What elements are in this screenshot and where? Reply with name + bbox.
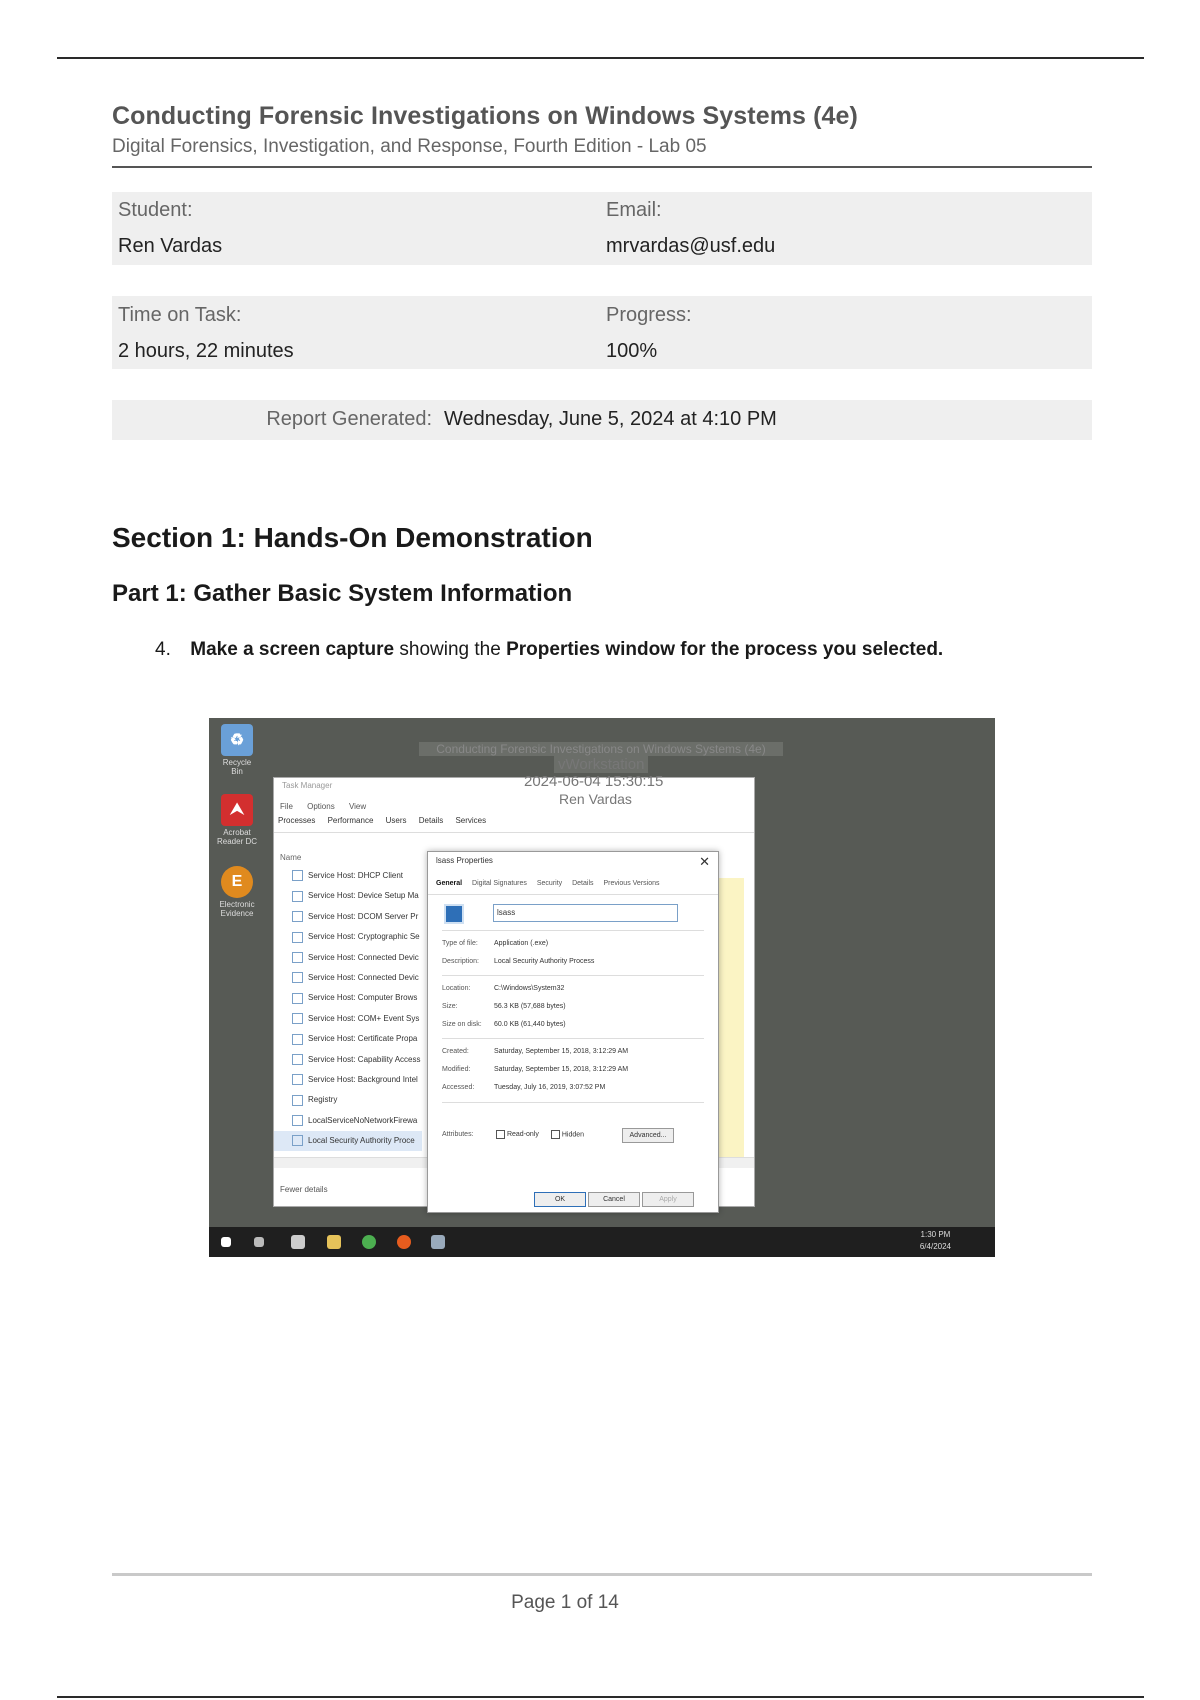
process-row[interactable] xyxy=(274,1009,422,1029)
time-on-task-label: Time on Task: xyxy=(118,304,242,326)
created-label: Created: xyxy=(442,1048,469,1055)
watermark-title: Conducting Forensic Investigations on Windows Systems (4e) xyxy=(419,742,783,756)
menu-file[interactable]: File xyxy=(280,802,293,811)
process-name: Service Host: Capability Access xyxy=(308,1054,421,1064)
accessed-row xyxy=(442,1084,605,1091)
size-on-disk-row xyxy=(442,1021,566,1028)
process-icon xyxy=(292,1135,303,1146)
process-name: Service Host: COM+ Event Sys xyxy=(308,1013,420,1023)
process-name: LocalServiceNoNetworkFirewa xyxy=(308,1115,418,1125)
process-row[interactable] xyxy=(274,866,422,886)
description-value: Local Security Authority Process xyxy=(494,958,595,965)
attributes-row xyxy=(442,1130,584,1139)
process-icon xyxy=(292,932,303,943)
tab-details[interactable]: Details xyxy=(418,816,444,825)
tab-details[interactable]: Details xyxy=(572,880,594,887)
process-name: Service Host: Background Intel xyxy=(308,1074,418,1084)
modified-row xyxy=(442,1066,628,1073)
accessed-value: Tuesday, July 16, 2019, 3:07:52 PM xyxy=(494,1084,606,1091)
recycle-bin-icon: ♻ xyxy=(221,724,253,756)
student-info-box xyxy=(112,192,1092,265)
location-label: Location: xyxy=(442,985,471,992)
step-instruction xyxy=(155,639,943,661)
desktop-icon-label: Electronic Evidence xyxy=(219,900,255,918)
progress-label: Progress: xyxy=(606,304,692,326)
chrome-icon[interactable] xyxy=(362,1235,376,1249)
process-row[interactable] xyxy=(274,1029,422,1049)
modified-value: Saturday, September 15, 2018, 3:12:29 AM xyxy=(494,1066,629,1073)
process-name: Service Host: DHCP Client xyxy=(308,871,403,880)
process-icon xyxy=(292,1074,303,1085)
process-name: Service Host: Device Setup Ma xyxy=(308,891,419,901)
name-column-header[interactable]: Name xyxy=(280,853,302,862)
advanced-button[interactable]: Advanced... xyxy=(622,1128,674,1143)
properties-dialog xyxy=(427,851,719,1213)
process-icon xyxy=(292,1034,303,1045)
application-icon xyxy=(444,904,464,924)
process-name: Service Host: Computer Brows xyxy=(308,993,418,1003)
desktop-icon-label: Recycle Bin xyxy=(222,758,252,776)
time-on-task-value: 2 hours, 22 minutes xyxy=(118,340,294,362)
email-column xyxy=(606,199,775,258)
type-value: Application (.exe) xyxy=(494,940,549,947)
type-label: Type of file: xyxy=(442,940,478,947)
divider xyxy=(442,930,704,931)
divider xyxy=(442,975,704,976)
process-name: Service Host: Connected Devic xyxy=(308,952,419,962)
created-value: Saturday, September 15, 2018, 3:12:29 AM xyxy=(494,1048,629,1055)
student-column xyxy=(118,199,222,258)
tab-processes[interactable]: Processes xyxy=(278,816,316,825)
process-name: Local Security Authority Proce xyxy=(308,1136,415,1146)
screen-capture xyxy=(209,718,995,1257)
process-icon xyxy=(292,952,303,963)
process-row[interactable] xyxy=(274,927,422,947)
step-number: 4. xyxy=(155,639,171,660)
process-name: Service Host: Connected Devic xyxy=(308,972,419,982)
task-manager-title: Task Manager xyxy=(282,781,333,790)
desktop-icon-evidence[interactable] xyxy=(217,866,257,918)
document-subtitle: Digital Forensics, Investigation, and Response, Fourth Edition - Lab 05 xyxy=(112,136,707,157)
file-name-field[interactable]: lsass xyxy=(493,904,678,922)
watermark-user: Ren Vardas xyxy=(559,791,632,807)
menu-view[interactable]: View xyxy=(348,802,367,811)
cancel-button[interactable]: Cancel xyxy=(588,1192,640,1207)
progress-value: 100% xyxy=(606,340,658,362)
email-label: Email: xyxy=(606,199,662,221)
accessed-label: Accessed: xyxy=(442,1084,475,1091)
process-row[interactable] xyxy=(274,1050,422,1070)
size-on-disk-value: 60.0 KB (61,440 bytes) xyxy=(494,1021,566,1028)
progress-column xyxy=(606,304,692,363)
size-row xyxy=(442,1003,566,1010)
process-icon xyxy=(292,1013,303,1024)
hidden-label: Hidden xyxy=(561,1131,585,1139)
taskbar-clock[interactable] xyxy=(920,1229,951,1253)
location-value: C:\Windows\System32 xyxy=(494,985,565,992)
step-bold-2: Properties window for the process you selected. xyxy=(506,639,944,660)
readonly-checkbox[interactable] xyxy=(496,1130,505,1139)
task-info-box xyxy=(112,296,1092,369)
acrobat-icon: ⮝ xyxy=(221,794,253,826)
bottom-rule xyxy=(57,1696,1144,1698)
student-value: Ren Vardas xyxy=(118,235,223,257)
description-label: Description: xyxy=(442,958,479,965)
taskbar xyxy=(209,1227,995,1257)
document-title: Conducting Forensic Investigations on Windows Systems (4e) xyxy=(112,102,858,130)
process-row[interactable] xyxy=(274,968,422,988)
close-icon[interactable]: ✕ xyxy=(699,854,710,869)
process-icon xyxy=(292,972,303,983)
hidden-checkbox[interactable] xyxy=(551,1130,560,1139)
task-manager-tabs xyxy=(274,816,754,833)
start-icon[interactable] xyxy=(221,1237,231,1247)
desktop-icon-label: Acrobat Reader DC xyxy=(217,828,258,846)
title-rule xyxy=(112,166,1092,168)
size-label: Size: xyxy=(442,1003,458,1010)
time-column xyxy=(118,304,294,363)
process-name: Service Host: DCOM Server Pr xyxy=(308,911,419,921)
process-row[interactable] xyxy=(274,948,422,968)
top-rule xyxy=(57,57,1144,59)
tab-services[interactable]: Services xyxy=(455,816,487,825)
taskbar-time: 1:30 PM xyxy=(920,1230,951,1239)
task-view-icon[interactable] xyxy=(254,1237,264,1247)
tab-users[interactable]: Users xyxy=(385,816,407,825)
divider xyxy=(442,1038,704,1039)
fewer-details-link[interactable]: Fewer details xyxy=(280,1185,328,1194)
taskbar-date: 6/4/2024 xyxy=(919,1242,951,1251)
process-name: Service Host: Cryptographic Se xyxy=(308,932,420,942)
page-number: Page 1 of 14 xyxy=(511,1592,619,1613)
apply-button[interactable]: Apply xyxy=(642,1192,694,1207)
task-manager-taskbar-icon[interactable] xyxy=(431,1235,445,1249)
tab-security[interactable]: Security xyxy=(536,880,563,887)
evidence-icon: E xyxy=(221,866,253,898)
properties-tabs xyxy=(428,878,718,895)
report-generated-box xyxy=(112,400,1092,440)
type-row xyxy=(442,940,548,947)
attributes-label: Attributes: xyxy=(442,1131,474,1139)
process-icon xyxy=(292,993,303,1004)
desktop-icon-recycle-bin[interactable] xyxy=(217,724,257,776)
desktop-icon-acrobat[interactable] xyxy=(217,794,257,846)
step-bold-1: Make a screen capture xyxy=(190,639,395,660)
process-row[interactable] xyxy=(274,1090,422,1110)
process-row[interactable] xyxy=(274,886,422,906)
process-icon xyxy=(292,1095,303,1106)
footer-rule xyxy=(112,1573,1092,1576)
watermark-host: vWorkstation xyxy=(554,756,648,773)
window-icon[interactable] xyxy=(291,1235,305,1249)
process-icon xyxy=(292,870,303,881)
process-row[interactable] xyxy=(274,1111,422,1131)
ok-button[interactable]: OK xyxy=(534,1192,586,1207)
firefox-icon[interactable] xyxy=(397,1235,411,1249)
report-generated-value: Wednesday, June 5, 2024 at 4:10 PM xyxy=(444,408,777,430)
readonly-label: Read-only xyxy=(506,1131,539,1139)
watermark-timestamp: 2024-06-04 15:30:15 xyxy=(524,773,664,790)
modified-label: Modified: xyxy=(442,1066,471,1073)
menu-options[interactable]: Options xyxy=(307,802,335,811)
process-row[interactable] xyxy=(274,988,422,1008)
process-row[interactable] xyxy=(274,1070,422,1090)
task-manager-menu xyxy=(274,802,754,816)
email-value: mrvardas@usf.edu xyxy=(606,235,776,257)
description-row xyxy=(442,958,594,965)
process-row[interactable] xyxy=(274,907,422,927)
step-plain: showing the xyxy=(399,639,501,660)
size-on-disk-label: Size on disk: xyxy=(442,1021,482,1028)
size-value: 56.3 KB (57,688 bytes) xyxy=(494,1003,566,1010)
process-name: Registry xyxy=(308,1095,338,1105)
tab-performance[interactable]: Performance xyxy=(327,816,374,825)
tab-general[interactable]: General xyxy=(436,880,463,887)
properties-title: lsass Properties xyxy=(436,856,493,865)
process-name: Service Host: Certificate Propa xyxy=(308,1034,418,1044)
process-row[interactable] xyxy=(274,1131,422,1151)
tab-digital-signatures[interactable]: Digital Signatures xyxy=(472,880,527,887)
section-heading: Section 1: Hands-On Demonstration xyxy=(112,522,593,553)
student-label: Student: xyxy=(118,199,193,221)
created-row xyxy=(442,1048,628,1055)
file-explorer-icon[interactable] xyxy=(327,1235,341,1249)
location-row xyxy=(442,985,564,992)
part-heading: Part 1: Gather Basic System Information xyxy=(112,580,573,607)
process-icon xyxy=(292,1054,303,1065)
divider xyxy=(442,1102,704,1103)
tab-previous-versions[interactable]: Previous Versions xyxy=(603,880,660,887)
report-generated-label: Report Generated: xyxy=(266,408,432,430)
process-icon xyxy=(292,911,303,922)
process-icon xyxy=(292,1115,303,1126)
process-icon xyxy=(292,891,303,902)
